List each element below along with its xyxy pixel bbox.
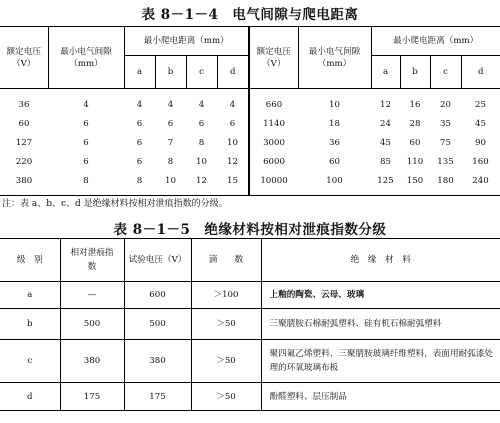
table-row	[0, 309, 500, 340]
header-min-creepage-right: 最小爬电距离（mm）	[371, 27, 500, 56]
table-cell: 10	[196, 156, 207, 167]
header-min-clearance-left: 最小电气间隙（mm）	[48, 27, 124, 89]
cell-index: 380	[60, 340, 124, 383]
table-cell: 127	[15, 137, 33, 148]
header-drops: 滴 数	[191, 239, 261, 282]
table1-title: 表 8－1－4 电气间隙与爬电距离	[141, 7, 359, 23]
cell-voltage: 500	[124, 309, 191, 340]
header-grade-a: a	[124, 56, 155, 89]
cell-voltage: 380	[124, 340, 191, 383]
cell-index: 500	[60, 309, 124, 340]
cell-grade: b	[0, 309, 60, 340]
cell-drops: ＞50	[191, 309, 261, 340]
table-cell: 6000	[263, 156, 285, 167]
table-cell: 4	[167, 99, 174, 110]
header-grade-d: d	[217, 56, 249, 89]
table-row	[0, 152, 500, 171]
table-cell: 4	[217, 89, 249, 115]
table-cell: 90	[475, 137, 486, 148]
header-grade-b: b	[400, 56, 430, 89]
cell-grade: a	[0, 282, 60, 309]
cell-material: 三聚腈胺石棉耐弧塑料、硅有机石棉耐弧塑料	[261, 309, 500, 340]
table-cell: 150	[406, 175, 424, 186]
table2-title: 表 8－1－5 绝缘材料按相对泄痕指数分级	[113, 222, 387, 238]
cell-material: 上釉的陶瓷、云母、玻璃	[261, 282, 500, 309]
table-cell: 6	[136, 156, 143, 167]
cell-drops: ＞100	[191, 282, 261, 309]
table-row	[0, 383, 500, 411]
table-cell: 3000	[263, 137, 285, 148]
header-grade-b: b	[155, 56, 186, 89]
table-cell: 24	[380, 118, 391, 129]
table-cell: 10	[217, 133, 249, 152]
header-material: 绝 缘 材 料	[261, 239, 500, 282]
table-cell: 4	[198, 99, 205, 110]
table1-note: 注：表 a、b、c、d 是绝缘材料按相对泄痕指数的分级。	[2, 199, 228, 209]
table-cell: 10000	[260, 175, 288, 186]
cell-drops: ＞50	[191, 383, 261, 411]
cell-index: 175	[60, 383, 124, 411]
table-cell: 20	[440, 99, 451, 110]
table-cell: 6	[167, 118, 174, 129]
cell-voltage: 175	[124, 383, 191, 411]
table-cell: 240	[472, 175, 489, 186]
table-cell: 45	[475, 118, 486, 129]
cell-material: 聚四氟乙烯塑料、三聚腈胺玻璃纤维塑料，表面用耐弧漆处理的环氧玻璃布板	[261, 340, 500, 383]
clearance-creepage-table	[0, 26, 500, 196]
table-cell: 660	[265, 99, 283, 110]
table-row	[0, 340, 500, 383]
table-cell: 60	[409, 137, 421, 148]
table-cell: 8	[136, 175, 143, 186]
header-test-voltage: 试验电压（V）	[124, 239, 191, 282]
table-cell: 60	[329, 156, 340, 167]
table-cell: 6	[83, 118, 89, 129]
table-row	[0, 133, 500, 152]
table-cell: 1140	[263, 118, 285, 129]
table-cell: 6	[83, 156, 89, 167]
table-cell: 18	[329, 118, 340, 129]
table-cell: 100	[326, 175, 343, 186]
table-cell: 160	[472, 156, 489, 167]
header-grade-d: d	[461, 56, 500, 89]
table-cell: 4	[136, 99, 143, 110]
table-cell: 15	[217, 171, 249, 196]
header-min-clearance-right: 最小电气间隙（mm）	[298, 27, 371, 89]
cell-index: —	[60, 282, 124, 309]
table-cell: 6	[83, 137, 89, 148]
table-cell: 85	[380, 156, 391, 167]
table-cell: 8	[83, 175, 89, 186]
table-cell: 6	[136, 137, 143, 148]
table-cell: 16	[409, 99, 421, 110]
cell-drops: ＞50	[191, 340, 261, 383]
header-rated-voltage-left: 额定电压（V）	[0, 27, 48, 89]
table-cell: 8	[198, 137, 205, 148]
header-min-creepage-left: 最小爬电距离（mm）	[124, 27, 249, 56]
header-tracking-index: 相对泄痕指 数	[60, 239, 124, 282]
header-grade-c: c	[186, 56, 217, 89]
table-row	[0, 89, 500, 115]
table-cell: 60	[18, 118, 30, 129]
table-cell: 125	[377, 175, 394, 186]
header-rated-voltage-right: 额定电压（V）	[249, 27, 298, 89]
cell-voltage: 600	[124, 282, 191, 309]
cell-grade: d	[0, 383, 60, 411]
cell-grade: c	[0, 340, 60, 383]
cell-material: 酚醛塑料、层压制品	[261, 383, 500, 411]
table-row	[0, 114, 500, 133]
table-cell: 135	[437, 156, 454, 167]
table-cell: 36	[18, 99, 30, 110]
table-cell: 12	[196, 175, 207, 186]
insulation-grade-table	[0, 238, 500, 411]
table-cell: 12	[380, 99, 391, 110]
table-cell: 220	[15, 156, 33, 167]
table-cell: 380	[15, 175, 33, 186]
table-cell: 10	[329, 99, 340, 110]
table-cell: 110	[406, 156, 424, 167]
table-cell: 35	[440, 118, 451, 129]
table-cell: 45	[380, 137, 391, 148]
table-cell: 7	[167, 137, 174, 148]
table-cell: 12	[217, 152, 249, 171]
table-row	[0, 171, 500, 196]
table-cell: 6	[136, 118, 143, 129]
table-cell: 6	[217, 114, 249, 133]
table-cell: 4	[83, 99, 89, 110]
header-grade: 级 别	[0, 239, 60, 282]
table-cell: 28	[409, 118, 421, 129]
table-cell: 10	[165, 175, 176, 186]
table-row	[0, 282, 500, 309]
table-cell: 180	[437, 175, 454, 186]
header-grade-a: a	[371, 56, 400, 89]
table-cell: 8	[167, 156, 174, 167]
header-grade-c: c	[430, 56, 461, 89]
table-cell: 6	[198, 118, 205, 129]
table-cell: 36	[329, 137, 340, 148]
table-cell: 75	[440, 137, 451, 148]
table-cell: 25	[475, 99, 486, 110]
